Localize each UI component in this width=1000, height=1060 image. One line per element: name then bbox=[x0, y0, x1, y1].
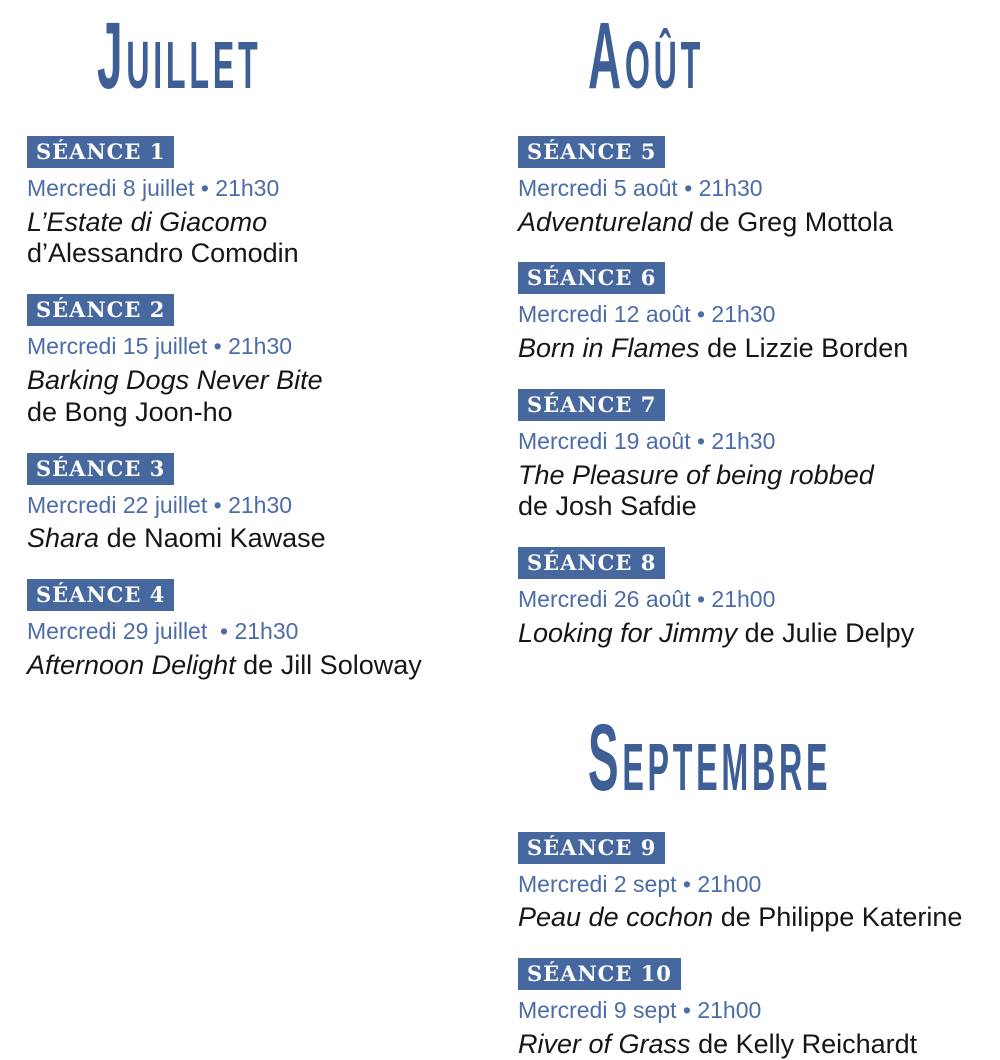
session-block-2 bbox=[27, 294, 493, 428]
session-date: Mercredi 5 août • 21h30 bbox=[518, 175, 763, 201]
film-line bbox=[27, 207, 493, 271]
film-title: The Pleasure of being robbed bbox=[518, 459, 874, 490]
seance-badge: SÉANCE 2 bbox=[27, 294, 174, 326]
seance-badge: SÉANCE 9 bbox=[518, 832, 665, 864]
film-title: L’Estate di Giacomo bbox=[27, 206, 268, 237]
film-line bbox=[518, 460, 992, 524]
month-title-aout bbox=[588, 2, 992, 109]
seance-badge: SÉANCE 10 bbox=[518, 958, 681, 990]
film-line bbox=[518, 902, 992, 934]
film-line bbox=[27, 650, 493, 682]
film-title: Barking Dogs Never Bite bbox=[27, 364, 323, 395]
badge-row bbox=[27, 294, 493, 326]
seance-badge: SÉANCE 7 bbox=[518, 389, 665, 421]
film-title: Afternoon Delight bbox=[27, 649, 236, 680]
session-block-1 bbox=[27, 136, 493, 270]
session-block-5 bbox=[518, 136, 992, 238]
session-block-6 bbox=[518, 262, 992, 364]
film-title: Shara bbox=[27, 523, 100, 554]
session-block-8 bbox=[518, 547, 992, 649]
film-director: de Lizzie Borden bbox=[707, 333, 909, 364]
month-title-juillet bbox=[97, 2, 493, 109]
film-title: Peau de cochon bbox=[518, 902, 714, 933]
session-block-4 bbox=[27, 579, 493, 681]
seance-badge: SÉANCE 1 bbox=[27, 136, 174, 168]
month-section-aout-septembre bbox=[518, 0, 992, 1060]
film-line bbox=[518, 618, 992, 650]
session-date: Mercredi 9 sept • 21h00 bbox=[518, 997, 762, 1024]
film-director: de Greg Mottola bbox=[699, 206, 894, 237]
session-block-7 bbox=[518, 389, 992, 523]
badge-row bbox=[518, 136, 992, 168]
month-section-juillet bbox=[27, 0, 493, 706]
film-director: d’Alessandro Comodin bbox=[27, 238, 299, 269]
film-title: Adventureland bbox=[518, 206, 693, 237]
session-block-10 bbox=[518, 958, 992, 1060]
month-title-text: AOÛT bbox=[588, 2, 705, 109]
session-block-9 bbox=[518, 832, 992, 934]
badge-row bbox=[518, 262, 992, 294]
film-director: de Naomi Kawase bbox=[106, 523, 326, 554]
session-date: Mercredi 12 août • 21h30 bbox=[518, 301, 776, 328]
badge-row bbox=[27, 136, 493, 168]
badge-row bbox=[518, 958, 992, 990]
seance-badge: SÉANCE 8 bbox=[518, 547, 665, 579]
film-line bbox=[27, 365, 493, 429]
seance-badge: SÉANCE 6 bbox=[518, 262, 665, 294]
session-date: Mercredi 8 juillet • 21h30 bbox=[27, 175, 280, 201]
film-title: Born in Flames bbox=[518, 333, 700, 364]
session-date: Mercredi 22 juillet • 21h30 bbox=[27, 491, 293, 518]
badge-row bbox=[27, 453, 493, 485]
session-date: Mercredi 29 juillet • 21h30 bbox=[27, 618, 299, 645]
session-date: Mercredi 19 août • 21h30 bbox=[518, 427, 776, 454]
session-date: Mercredi 15 juillet • 21h30 bbox=[27, 333, 293, 360]
film-line bbox=[518, 207, 992, 239]
seance-badge: SÉANCE 3 bbox=[27, 453, 174, 485]
film-title: Looking for Jimmy bbox=[518, 617, 738, 648]
film-director: de Bong Joon-ho bbox=[27, 396, 233, 427]
session-block-3 bbox=[27, 453, 493, 555]
badge-row bbox=[518, 832, 992, 864]
month-title-text: SEPTEMBRE bbox=[588, 703, 832, 811]
film-director: de Josh Safdie bbox=[518, 491, 697, 522]
film-line bbox=[518, 1029, 992, 1060]
badge-row bbox=[27, 579, 493, 611]
seance-badge: SÉANCE 4 bbox=[27, 579, 174, 611]
badge-row bbox=[518, 547, 992, 579]
film-director: de Julie Delpy bbox=[744, 617, 915, 648]
seance-badge: SÉANCE 5 bbox=[518, 136, 665, 168]
session-date: Mercredi 26 août • 21h00 bbox=[518, 586, 776, 613]
film-director: de Kelly Reichardt bbox=[698, 1028, 918, 1059]
film-director: de Philippe Katerine bbox=[720, 902, 963, 933]
month-title-text: JUILLET bbox=[97, 2, 262, 109]
film-line bbox=[27, 523, 493, 555]
film-title: River of Grass bbox=[518, 1028, 691, 1059]
film-director: de Jill Soloway bbox=[243, 649, 422, 680]
session-date: Mercredi 2 sept • 21h00 bbox=[518, 870, 762, 897]
month-title-septembre bbox=[588, 703, 992, 811]
film-line bbox=[518, 333, 992, 365]
badge-row bbox=[518, 389, 992, 421]
